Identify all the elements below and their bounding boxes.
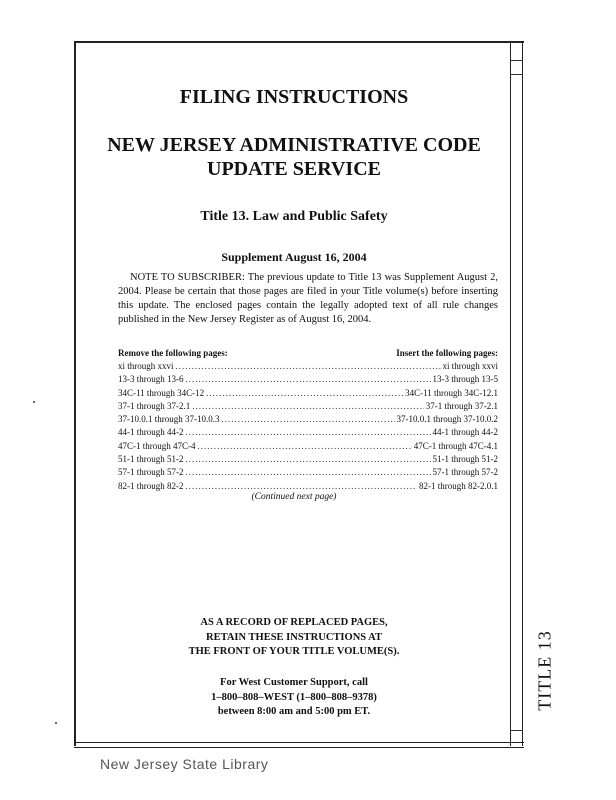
support-line-3: between 8:00 am and 5:00 pm ET. <box>217 706 371 717</box>
table-row <box>118 414 498 427</box>
tab-column-tick <box>510 60 522 61</box>
insert-pages: xi through xxvi <box>442 361 498 371</box>
page-replacement-table <box>118 348 498 494</box>
table-row <box>118 441 498 454</box>
insert-pages: 34C-11 through 34C-12.1 <box>405 387 498 398</box>
note-to-subscriber: NOTE TO SUBSCRIBER: The previous update to Title 13 was Supplement August 2, 2004. Please be certain that those pages are filed in your Title volume(s) before inserting this update. The enclosed pages contain the legally adopted text of all rule changes published in the New Jersey Register as of August 16, 2004. <box>118 272 498 325</box>
remove-pages: 37-1 through 37-2.1 <box>118 400 191 411</box>
code-heading-line2: UPDATE SERVICE <box>207 158 381 180</box>
scan-speck <box>55 722 57 724</box>
scan-speck <box>33 401 35 403</box>
remove-pages: 13-3 through 13-6 <box>118 374 184 385</box>
table-row <box>118 361 498 374</box>
code-heading <box>80 133 508 181</box>
record-line-1: AS A RECORD OF REPLACED PAGES, <box>200 617 388 628</box>
tab-column-right-rule <box>522 41 523 746</box>
frame-left-rule <box>74 41 76 746</box>
insert-pages: 37-1 through 37-2.1 <box>425 400 498 411</box>
record-line-3: THE FRONT OF YOUR TITLE VOLUME(S). <box>188 646 400 657</box>
remove-pages: 82-1 through 82-2 <box>118 480 184 491</box>
remove-pages: 44-1 through 44-2 <box>118 427 184 438</box>
frame-bottom-rule <box>74 742 524 743</box>
tab-column-tick <box>510 730 522 731</box>
table-row <box>118 388 498 401</box>
insert-pages: 51-1 through 51-2 <box>432 454 498 465</box>
customer-support <box>80 676 508 720</box>
insert-pages: 47C-1 through 47C-4.1 <box>413 440 498 451</box>
remove-header: Remove the following pages: <box>118 348 228 358</box>
title-tab-label: TITLE 13 <box>534 630 555 711</box>
support-line-1: For West Customer Support, call <box>220 677 368 688</box>
record-instructions <box>80 616 508 660</box>
remove-pages: 34C-11 through 34C-12 <box>118 387 205 398</box>
remove-pages: xi through xxvi <box>118 361 174 371</box>
remove-pages: 57-1 through 57-2 <box>118 467 184 478</box>
record-line-2: RETAIN THESE INSTRUCTIONS AT <box>206 631 382 643</box>
support-line-2: 1–800–808–WEST (1–800–808–9378) <box>211 691 377 703</box>
filing-instructions-heading: FILING INSTRUCTIONS <box>179 86 409 108</box>
title-name: Title 13. Law and Public Safety <box>200 209 388 224</box>
insert-pages: 13-3 through 13-5 <box>432 374 498 385</box>
remove-pages: 51-1 through 51-2 <box>118 454 184 465</box>
continued-note: (Continued next page) <box>251 492 337 502</box>
table-row <box>118 374 498 387</box>
library-stamp: New Jersey State Library <box>100 756 269 772</box>
frame-top-rule <box>74 41 524 43</box>
insert-pages: 44-1 through 44-2 <box>432 427 498 438</box>
supplement-date: Supplement August 16, 2004 <box>221 250 367 264</box>
tab-column-tick <box>510 74 522 75</box>
insert-pages: 57-1 through 57-2 <box>432 467 498 478</box>
insert-pages: 37-10.0.1 through 37-10.0.2 <box>396 414 498 425</box>
table-row <box>118 401 498 414</box>
insert-pages: 82-1 through 82-2.0.1 <box>419 480 498 491</box>
tab-column-left-rule <box>510 41 511 746</box>
table-row <box>118 427 498 440</box>
code-heading-line1: NEW JERSEY ADMINISTRATIVE CODE <box>107 134 481 156</box>
table-header <box>118 348 498 361</box>
table-row <box>118 467 498 480</box>
remove-pages: 47C-1 through 47C-4 <box>118 440 196 451</box>
table-row <box>118 454 498 467</box>
frame-bottom-rule-2 <box>74 747 524 748</box>
insert-header: Insert the following pages: <box>396 348 498 358</box>
remove-pages: 37-10.0.1 through 37-10.0.3 <box>118 414 220 425</box>
